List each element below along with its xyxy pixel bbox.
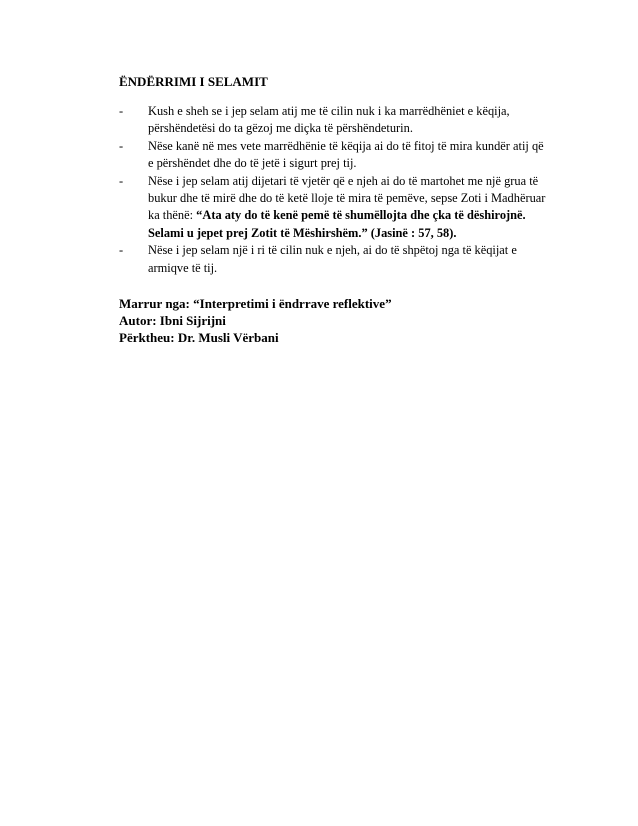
document-title: ËNDËRRIMI I SELAMIT [119, 74, 268, 89]
list-marker: - [119, 138, 124, 153]
dream-interpretation-list [119, 103, 549, 277]
source-block [119, 295, 392, 346]
source-translator: Përktheu: Dr. Musli Vërbani [119, 330, 279, 345]
source-taken-from: Marrur nga: “Interpretimi i ëndrrave reflektive” [119, 296, 392, 311]
list-item [119, 138, 549, 173]
list-item [119, 242, 549, 277]
list-item-text: Nëse i jep selam një i ri të cilin nuk e njeh, ai do të shpëtoj nga të këqijat e armiqve të tij. [148, 243, 517, 275]
quran-quote: “Ata aty do të kenë pemë të shumëllojta dhe çka të dëshirojnë. Selami u jepet prej Zotit të Mëshirshëm.” (Jasinë : 57, 58). [148, 208, 526, 240]
list-marker: - [119, 173, 124, 188]
list-item [119, 173, 549, 243]
list-item-text: Nëse i jep selam atij dijetari të vjetër që e njeh ai do të martohet me një grua të bukur dhe të mirë dhe do të ketë lloje të mira të pemëve, sepse Zoti i Madhëruar ka thënë: [148, 173, 546, 223]
list-item-text: Nëse kanë në mes vete marrëdhënie të këqija ai do të fitoj të mira kundër atij që e përshëndet dhe do të jetë i sigurt prej tij. [148, 138, 544, 171]
list-marker: - [119, 243, 124, 258]
list-item [119, 103, 549, 138]
list-marker: - [119, 104, 124, 118]
list-item-text: Kush e sheh se i jep selam atij me të cilin nuk i ka marrëdhëniet e këqija, përshëndetësi do ta gëzoj me diçka të përshëndeturin. [148, 104, 510, 136]
source-author: Autor: Ibni Sijrijni [119, 313, 226, 328]
